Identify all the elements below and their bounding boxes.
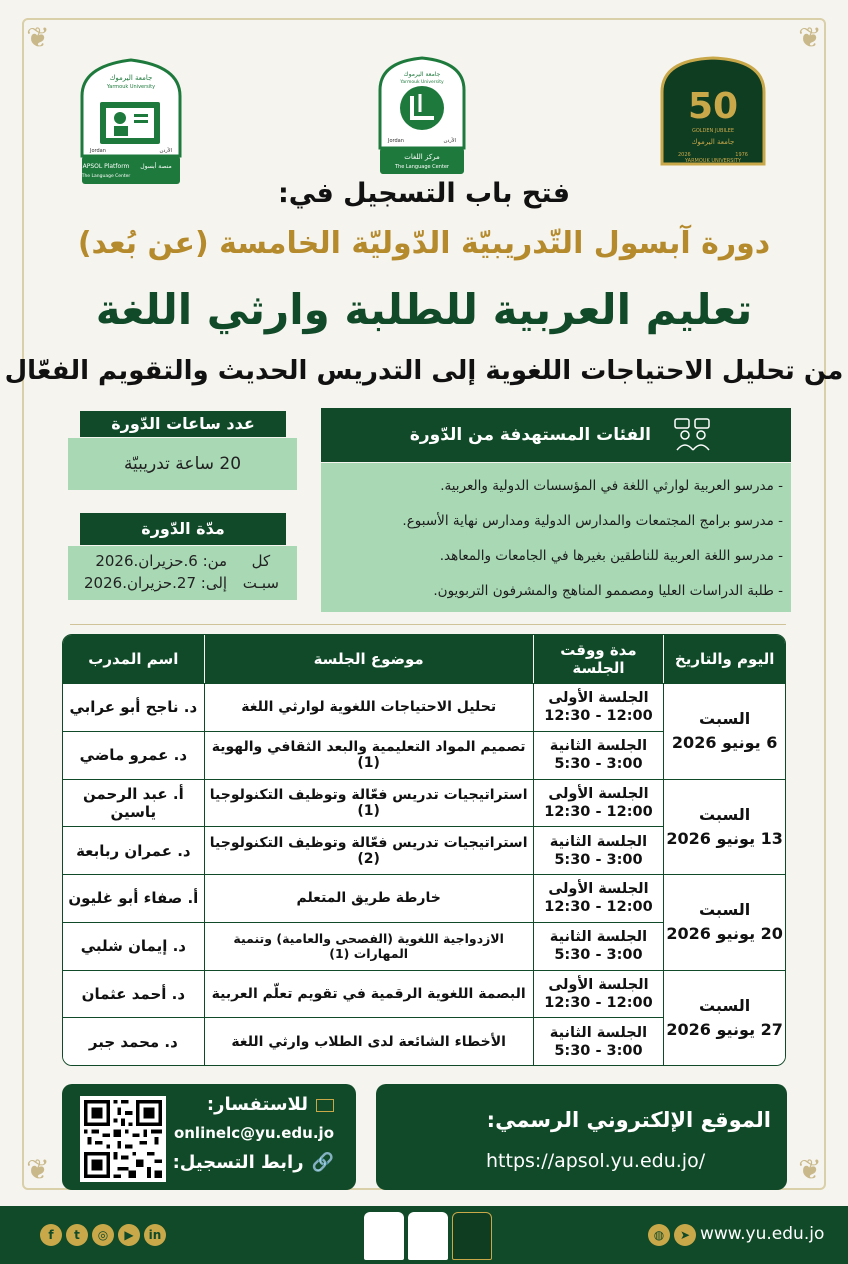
table-row <box>63 970 785 1018</box>
table-row <box>63 874 785 922</box>
svg-text:2026: 2026 <box>678 152 691 158</box>
golden-jubilee-footer-logo <box>452 1212 492 1260</box>
svg-text:GOLDEN JUBILEE: GOLDEN JUBILEE <box>691 128 735 134</box>
session-time-cell: الجلسة الأولى 12:00 - 12:30 <box>533 683 664 731</box>
topic-cell: الازدواجية اللغوية (الفصحى والعامية) وتنمية المهارات (1) <box>204 922 533 970</box>
language-center-footer-logo <box>364 1212 404 1260</box>
ornament-icon: ❦ <box>26 1153 50 1186</box>
duration-day: سبـت <box>242 574 279 592</box>
trainer-cell: أ. عبد الرحمن ياسين <box>63 779 204 827</box>
inquiry-label: للاستفسار: <box>207 1094 334 1115</box>
topic-cell: خارطة طريق المتعلم <box>204 874 533 922</box>
globe-icon: ◍ <box>648 1224 670 1246</box>
column-header: اسم المدرب <box>63 635 204 683</box>
audience-icon <box>673 418 713 452</box>
twitter-icon[interactable]: t <box>66 1224 88 1246</box>
subtitle: من تحليل الاحتياجات اللغوية إلى التدريس الحديث والتقويم الفعّال <box>4 356 844 386</box>
svg-text:Yarmouk University: Yarmouk University <box>400 80 444 85</box>
cursor-icon: ➤ <box>674 1224 696 1246</box>
duration-to: إلى: 27.حزيران.2026 <box>84 574 228 592</box>
footer-url[interactable]: www.yu.edu.jo <box>700 1224 825 1244</box>
registration-link-label: 🔗رابط التسجيل: <box>172 1152 334 1173</box>
trainer-cell: أ. صفاء أبو غليون <box>63 874 204 922</box>
svg-text:50: 50 <box>687 86 739 127</box>
duration-label: مدّة الدّورة <box>80 513 286 545</box>
svg-text:1976: 1976 <box>735 152 748 158</box>
trainer-cell: د. أحمد عثمان <box>63 970 204 1018</box>
ornament-icon: ❦ <box>798 21 822 54</box>
session-time-cell: الجلسة الأولى 12:00 - 12:30 <box>533 779 664 827</box>
linkedin-icon[interactable]: in <box>144 1224 166 1246</box>
svg-text:جامعة اليرموك: جامعة اليرموك <box>691 138 735 146</box>
website-url[interactable]: https://apsol.yu.edu.jo/ <box>486 1150 706 1172</box>
session-time-cell: الجلسة الثانية 3:00 - 5:30 <box>533 826 664 874</box>
course-title: دورة آبسول التّدريبيّة الدّوليّة الخامسة (عن بُعد) <box>77 226 771 261</box>
section-divider <box>70 624 786 625</box>
target-audience-header <box>321 408 791 462</box>
svg-text:YARMOUK UNIVERSITY: YARMOUK UNIVERSITY <box>684 158 742 164</box>
table-header-row <box>63 635 785 683</box>
session-time-cell: الجلسة الثانية 3:00 - 5:30 <box>533 731 664 779</box>
contact-email[interactable]: onlinelc@yu.edu.jo <box>173 1124 334 1142</box>
column-header: موضوع الجلسة <box>204 635 533 683</box>
target-audience-list <box>321 463 791 612</box>
svg-text:Jordan: Jordan <box>388 138 404 144</box>
day-cell: السبت 6 يونيو 2026 <box>663 683 785 779</box>
language-center-logo <box>376 56 468 176</box>
list-item: - طلبة الدراسات العليا ومصممو المناهج والمشرفون التربويون. <box>433 583 783 599</box>
svg-text:Yarmouk University: Yarmouk University <box>106 84 156 90</box>
session-time-cell: الجلسة الأولى 12:00 - 12:30 <box>533 970 664 1018</box>
duration-every: كل <box>251 552 271 570</box>
link-icon: 🔗 <box>311 1152 334 1173</box>
session-time-cell: الجلسة الثانية 3:00 - 5:30 <box>533 1017 664 1065</box>
target-audience-title: الفئات المستهدفة من الدّورة <box>409 425 651 445</box>
svg-text:Jordan: Jordan <box>90 148 106 154</box>
table-row <box>63 779 785 827</box>
contact-box <box>62 1084 356 1190</box>
svg-text:جامعة اليرموك: جامعة اليرموك <box>403 71 441 78</box>
registration-heading: فتح باب التسجيل في: <box>277 178 571 209</box>
list-item: - مدرسو العربية لوارثي اللغة في المؤسسات الدولية والعربية. <box>440 478 783 494</box>
day-cell: السبت 20 يونيو 2026 <box>663 874 785 970</box>
ornament-icon: ❦ <box>26 21 50 54</box>
trainer-cell: د. عمرو ماضي <box>63 731 204 779</box>
topic-cell: استراتيجيات تدريس فعّالة وتوظيف التكنولوجيا (1) <box>204 779 533 827</box>
duration-dates <box>84 550 227 594</box>
trainer-cell: د. إيمان شلبي <box>63 922 204 970</box>
instagram-icon[interactable]: ◎ <box>92 1224 114 1246</box>
list-item: - مدرسو برامج المجتمعات والمدارس الدولية ومدارس نهاية الأسبوع. <box>402 513 783 529</box>
day-cell: السبت 13 يونيو 2026 <box>663 779 785 875</box>
university-footer-logo <box>408 1212 448 1260</box>
duration-box <box>68 546 297 600</box>
session-time-cell: الجلسة الثانية 3:00 - 5:30 <box>533 922 664 970</box>
day-cell: السبت 27 يونيو 2026 <box>663 970 785 1066</box>
session-time-cell: الجلسة الأولى 12:00 - 12:30 <box>533 874 664 922</box>
table-row <box>63 683 785 731</box>
svg-text:APSOL Platform: APSOL Platform <box>82 163 130 170</box>
svg-text:الأردن: الأردن <box>443 138 456 144</box>
svg-text:The Language Center: The Language Center <box>395 164 449 170</box>
golden-jubilee-logo <box>658 56 768 174</box>
trainer-cell: د. محمد جبر <box>63 1017 204 1065</box>
topic-cell: استراتيجيات تدريس فعّالة وتوظيف التكنولوجيا (2) <box>204 826 533 874</box>
facebook-icon[interactable]: f <box>40 1224 62 1246</box>
topic-cell: تحليل الاحتياجات اللغوية لوارثي اللغة <box>204 683 533 731</box>
svg-text:منصة أبسول: منصة أبسول <box>140 163 172 170</box>
duration-from: من: 6.حزيران.2026 <box>95 552 228 570</box>
column-header: مدة ووقت الجلسة <box>533 635 664 683</box>
topic-cell: البصمة اللغوية الرقمية في تقويم تعلّم العربية <box>204 970 533 1018</box>
svg-text:الأردن: الأردن <box>159 148 172 154</box>
list-item: - مدرسو اللغة العربية للناطقين بغيرها في الجامعات والمعاهد. <box>439 548 783 564</box>
svg-text:جامعة اليرموك: جامعة اليرموك <box>109 74 153 82</box>
hours-label: عدد ساعات الدّورة <box>80 411 286 437</box>
registration-qr-code[interactable] <box>80 1096 166 1182</box>
topic-cell: تصميم المواد التعليمية والبعد الثقافي والهوية (1) <box>204 731 533 779</box>
topic-cell: الأخطاء الشائعة لدى الطلاب وارثي اللغة <box>204 1017 533 1065</box>
website-label: الموقع الإلكتروني الرسمي: <box>486 1108 771 1132</box>
ornament-icon: ❦ <box>798 1153 822 1186</box>
column-header: اليوم والتاريخ <box>663 635 785 683</box>
envelope-icon <box>316 1099 334 1112</box>
apsol-platform-logo <box>76 56 186 186</box>
svg-text:مركز اللغات: مركز اللغات <box>404 153 440 161</box>
website-box <box>376 1084 787 1190</box>
trainer-cell: د. عمران ربابعة <box>63 826 204 874</box>
schedule-table <box>62 634 786 1066</box>
youtube-icon[interactable]: ▶ <box>118 1224 140 1246</box>
svg-text:The Language Center: The Language Center <box>81 174 131 179</box>
hours-value: 20 ساعة تدريبيّة <box>68 438 297 490</box>
main-title: تعليم العربية للطلبة وارثي اللغة <box>95 285 753 334</box>
footer-bar <box>0 1206 848 1264</box>
duration-weekday <box>243 550 279 594</box>
trainer-cell: د. ناجح أبو عرابي <box>63 683 204 731</box>
